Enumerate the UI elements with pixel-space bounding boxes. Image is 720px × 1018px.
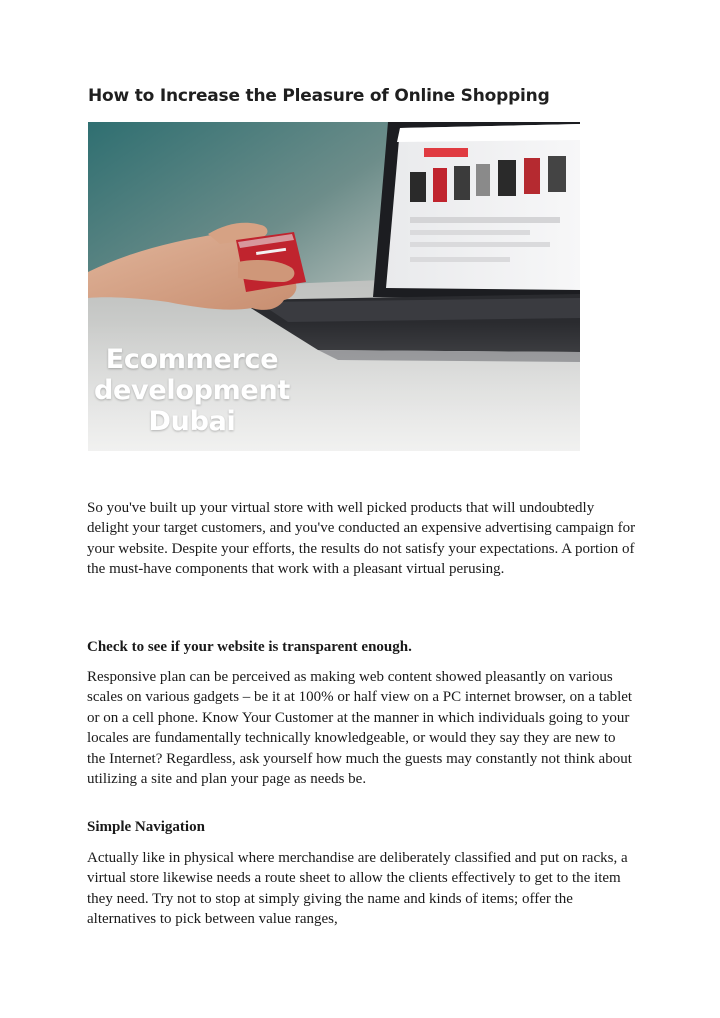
hero-caption-line: Dubai	[148, 406, 236, 437]
hero-image	[88, 122, 580, 451]
hero-caption-line: development	[94, 375, 290, 406]
page-title: How to Increase the Pleasure of Online Shopping	[88, 86, 550, 106]
section-paragraph-navigation: Actually like in physical where merchandise are deliberately classified and put on racks, a virtual store likewise needs a route sheet to allow the clients effectively to get to the item they need. Try not to stop at simply giving the name and kinds of items; offer the alternatives to pick between value ranges,	[87, 850, 628, 928]
hero-caption	[92, 344, 292, 437]
section-paragraph-transparency: Responsive plan can be perceived as making web content showed pleasantly on various scales on various gadgets – be it at 100% or half view on a PC internet browser, on a tablet or on a cell phone. Know Your Customer at the manner in which individuals going to your locales are fundamentally technically knowledgeable, or would they say they are new to the Internet? Regardless, ask yourself how much the guests may constantly not think about utilizing a site and plan your page as needs be.	[87, 669, 633, 788]
intro-paragraph: So you've built up your virtual store with well picked products that will undoubtedly delight your target customers, and you've conducted an expensive advertising campaign for your website. Despite your efforts, the results do not satisfy your expectations. A portion of the must-have components that work with a pleasant virtual perusing.	[87, 500, 636, 578]
section-heading-transparency: Check to see if your website is transparent enough.	[87, 639, 412, 655]
hero-caption-line: Ecommerce	[105, 344, 279, 375]
section-heading-navigation: Simple Navigation	[87, 819, 205, 835]
